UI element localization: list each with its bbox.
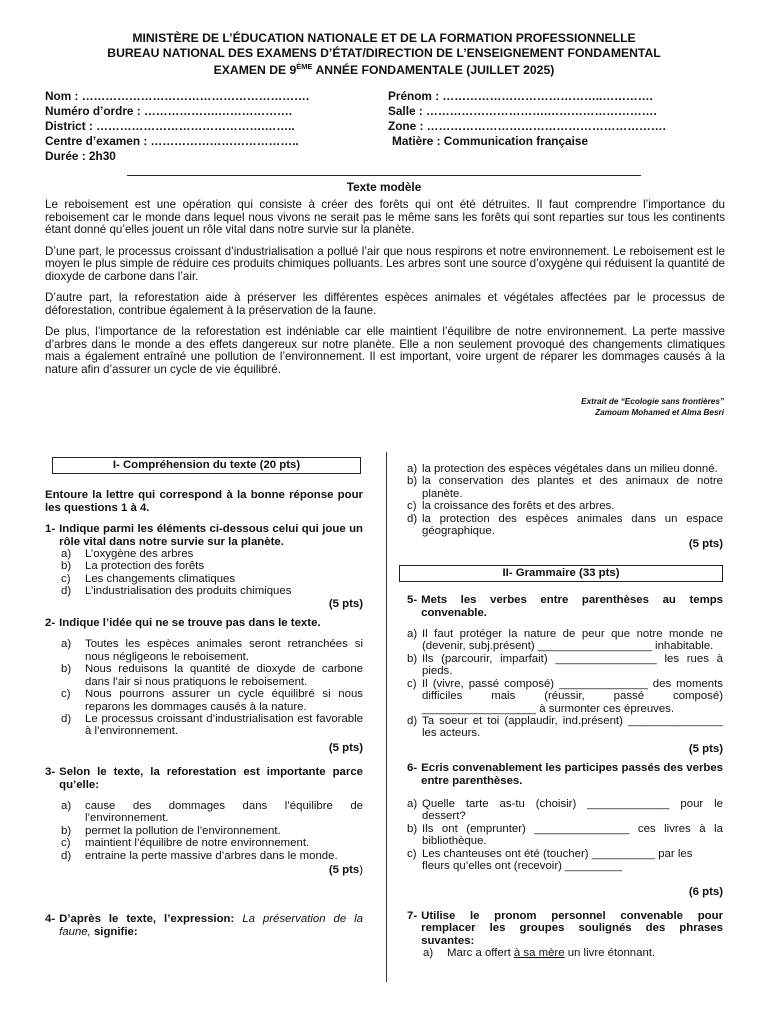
option-3d: d) entraine la perte massive d’arbres dans le monde. [61,849,338,862]
question-5-items [407,628,723,740]
exam-header [0,31,768,78]
section-1-instruction: Entoure la lettre qui correspond à la bonne réponse pour les questions 1 à 4. [45,489,363,514]
question-1: 1- Indique parmi les éléments ci-dessous celui qui joue un rôle vital dans notre survie sur la planète. [45,523,363,548]
field-nom: Nom : …………………………………………………. [45,89,310,103]
item-7a: a) Marc a offert à sa mère un livre étonnant. [423,947,656,959]
field-prenom: Prénom : …………………………………..…………. [388,89,653,103]
question-5: 5- Mets les verbes entre parenthèses au temps convenable. [407,594,723,619]
column-divider [386,452,387,982]
item-6a: a) Quelle tarte as-tu (choisir) _____________ pour le dessert? [407,797,723,823]
option-3b: b) permet la pollution de l’environnement. [61,824,281,837]
item-5b: b) Ils (parcourir, imparfait) ________________ les rues à pieds. [407,652,723,678]
option-3a: a) cause des dommages dans l’équilibre de l’environnement. [61,799,363,825]
option-2a: a) Toutes les espèces animales seront retranchées si nous négligeons le reboisement. [61,638,363,663]
section-2-title: II- Grammaire (33 pts) [399,565,723,582]
question-3-points: (5 pts) [328,863,363,876]
question-1-points: (5 pts) [328,597,363,610]
source-title: Extrait de “Ecologie sans frontières” [581,397,724,406]
option-2d: d) Le processus croissant d’industrialisation est favorable à l’environnement. [61,712,363,738]
question-2-points: (5 pts) [328,741,363,754]
header-bureau: BUREAU NATIONAL DES EXAMENS D’ÉTAT/DIRECTION DE L’ENSEIGNEMENT FONDAMENTAL [107,45,661,60]
field-duree: Durée : 2h30 [45,149,116,163]
item-5a: a) Il faut protéger la nature de peur que notre monde ne (devenir, subj.présent) __________________ inhabitable. [407,628,723,653]
option-4a: a) la protection des espèces végétales dans un milieu donné. [407,463,718,475]
text-source [581,396,724,418]
left-column [45,457,363,938]
option-1a: a) L’oxygène des arbres [61,548,194,561]
option-4c: c) la croissance des forêts et des arbres. [407,500,615,513]
item-5d: d) Ta soeur et toi (applaudir, ind.présent) _______________ les acteurs. [407,714,723,740]
right-column [407,463,723,959]
option-2c: c) Nous pourrons assurer un cycle équilibré si nous reparons les dommages causés à la nature. [61,688,363,713]
underlined-group: à sa mère [513,947,565,959]
question-2: 2- Indique l’idée qui ne se trouve pas dans le texte. [45,617,321,630]
question-4-points: (5 pts) [688,538,723,551]
field-salle: Salle : ………………………….………………………. [388,104,657,118]
header-ministry: MINISTÈRE DE L’ÉDUCATION NATIONALE ET DE LA FORMATION PROFESSIONNELLE [132,31,636,45]
question-5-points: (5 pts) [688,742,723,755]
question-7: 7- Utilise le pronom personnel convenable pour remplacer les groupes soulignés des phrases suvantes: [407,909,723,947]
text-paragraph-4: De plus, l’importance de la reforestation est indéniable car elle maintient l’équilibre de notre environnement. La perte massive d’arbres dans le monde a des effets dangereux sur notre planète. Elle a non seulement provoqué des changements climatiques mais a également entraîné une pollution de l’environnement. Il est important, voire urgent de réparer les dommages causés à la nature afin d’assurer un cycle de vie équilibré. [45,325,725,376]
text-paragraph-2: D’une part, le processus croissant d’industrialisation a pollué l’air que nous respirons et notre environnement. Le reboisement est le moyen le plus simple de réduire ces produits chimiques polluants. Les arbres sont une source d’oxygène qui réduisent la quantité de dioxyde de carbone dans l’air. [45,244,725,283]
field-matiere: Matière : Communication française [392,134,589,148]
option-1c: c) Les changements climatiques [61,572,236,585]
question-6: 6- Ecris convenablement les participes passés des verbes entre parenthèses. [407,762,723,787]
question-3: 3- Selon le texte, la reforestation est importante parce qu’elle: [45,766,363,791]
option-2b: b) Nous reduisons la quantité de dioxyde de carbone dans l’air si nous pratiquons le reboisement. [61,663,363,688]
reading-text [45,199,725,385]
text-paragraph-3: D’autre part, la reforestation aide à préserver les différentes espèces animales et végétales affectées par le processus de déforestation, contribue également à la préservation de la faune. [45,291,725,317]
question-1-options [45,548,363,598]
question-3-options [45,800,363,862]
item-5c: c) Il (vivre, passé composé) ______________ des moments difficiles mais (réussir, passé composé) __________________ à surmonter ces épreuves. [407,677,723,715]
option-1d: d) L’industrialisation des produits chimiques [61,585,292,598]
item-6b: b) Ils ont (emprunter) _______________ ces livres à la bibliothèque. [407,822,723,848]
field-district: District : …………………………………….…….. [45,119,295,133]
option-1b: b) La protection des forêts [61,560,205,573]
question-6-items [407,798,723,872]
separator-line [127,175,641,176]
source-authors: Zamoum Mohamed et Alma Besri [595,408,724,417]
text-paragraph-1: Le reboisement est une opération qui consiste à créer des forêts qui ont été détruites. Il faut comprendre l’importance du reboisement car le monde dans lequel nous vivons ne serait pas le même sans les forêts qui sont reparties sur tous les continents étant donné qu’elles jouent un rôle vital dans notre survie sur la planète. [45,198,725,236]
question-6-points: (6 pts) [688,886,723,899]
question-4-options [407,463,723,537]
option-4d: d) la protection des espèces animales dans un espace géographique. [407,512,723,538]
option-3c: c) maintient l’équilibre de notre environnement. [61,837,310,850]
field-numero: Numéro d’ordre : ……………….………………. [45,104,293,118]
question-4: 4- D’après le texte, l’expression: La préservation de la faune, signifie: [45,913,364,938]
section-1-title: I- Compréhension du texte (20 pts) [52,457,361,474]
item-6c: c) Les chanteuses ont été (toucher) __________ par les fleurs qu’elles ont (recevoir) _________ [407,847,693,872]
field-centre: Centre d’examen : ……………………………….. [45,134,299,148]
question-2-options [45,638,363,737]
header-exam: EXAMEN DE 9ÈME ANNÉE FONDAMENTALE (JUILLET 2025) [213,62,555,78]
option-4b: b) la conservation des plantes et des animaux de notre planète. [407,475,723,500]
field-zone: Zone : ……………………………………………………. [388,119,666,133]
text-title: Texte modèle [346,180,422,194]
